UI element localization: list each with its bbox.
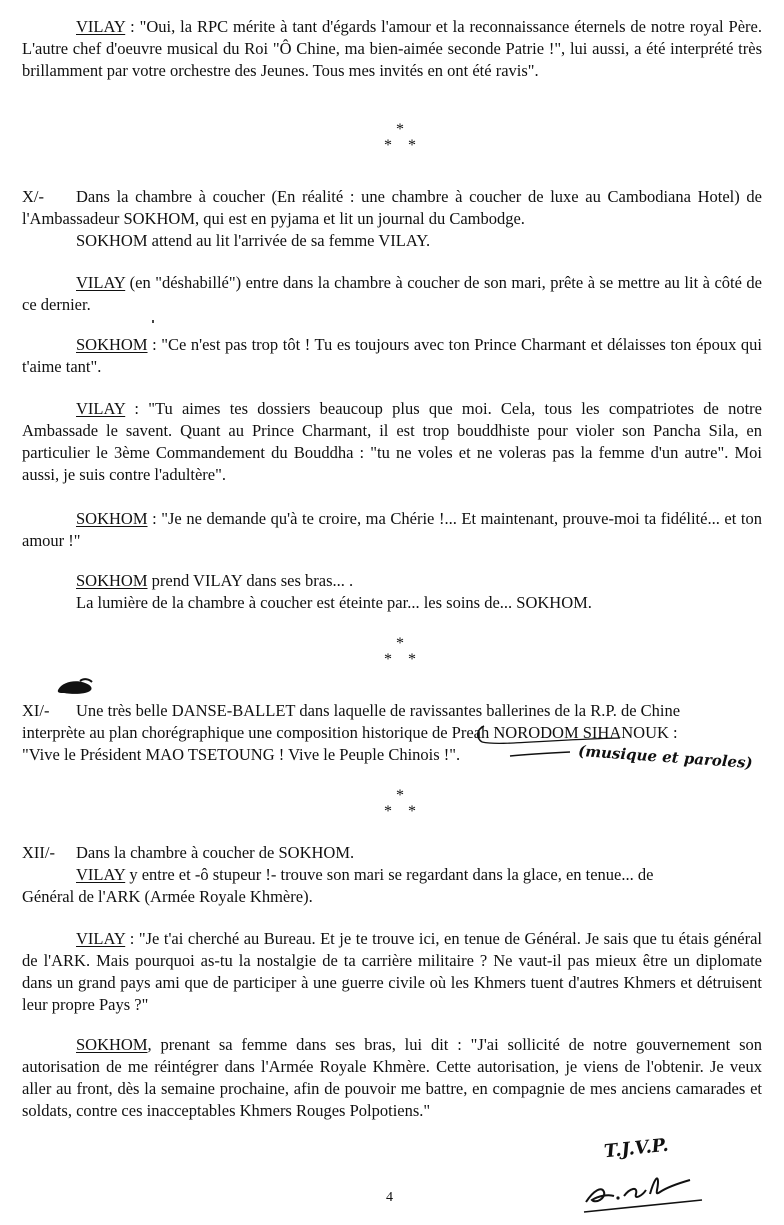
scene-number: X/- bbox=[22, 187, 44, 206]
scene-xi-line1: XI/- Une très belle DANSE-BALLET dans laquelle de ravissantes ballerines de la R.P. de Chine bbox=[22, 701, 681, 720]
speaker-name: VILAY bbox=[76, 929, 126, 948]
scene-number: XI/- bbox=[22, 701, 50, 720]
speaker-name: VILAY bbox=[76, 399, 126, 418]
stray-mark bbox=[152, 320, 154, 323]
scene-separator: * * * bbox=[384, 787, 416, 820]
paragraph-sokhom-3: SOKHOM prend VILAY dans ses bras... . bbox=[76, 571, 354, 590]
scene-x-description: X/- Dans la chambre à coucher (En réalité : une chambre à coucher de luxe au Cambodiana Hotel) de l'Ambassadeur SOKHOM, qui est en pyjama et lit un journal du Cambodge. bbox=[22, 187, 762, 228]
scene-xii-line2: VILAY y entre et -ô stupeur !- trouve son mari se regardant dans la glace, en tenue... de bbox=[76, 865, 654, 884]
scene-number: XII/- bbox=[22, 843, 55, 862]
paragraph-sokhom-3-line2: La lumière de la chambre à coucher est éteinte par... les soins de... SOKHOM. bbox=[76, 593, 592, 612]
scene-x-line2: SOKHOM attend au lit l'arrivée de sa femme VILAY. bbox=[76, 231, 431, 250]
handwritten-signature bbox=[580, 1160, 710, 1220]
paragraph-vilay-2: VILAY (en "déshabillé") entre dans la chambre à coucher de son mari, prête à se mettre au lit à côté de ce dernier. bbox=[22, 273, 762, 314]
ink-blot-mark bbox=[56, 676, 96, 698]
paragraph-vilay-3: VILAY : "Tu aimes tes dossiers beaucoup plus que moi. Cela, tous les compatriotes de notre Ambassade le savent. Quant au Prince Charmant, il est trop bouddhiste pour violer son Pancha Sila, en particulier le 3ème Commandement du Bouddha : "tu ne voles et ne voleras pas la femme d'un autre". Moi aussi, je suis contre l'adultère". bbox=[22, 399, 762, 484]
scene-xi-line2: interprète au plan chorégraphique une composition historique de Preah NORODOM SIHANOUK : bbox=[22, 723, 678, 742]
paragraph-sokhom-4: SOKHOM, prenant sa femme dans ses bras, lui dit : "J'ai sollicité de notre gouvernement son autorisation de me réintégrer dans l'Armée Royale Khmère. Cette autorisation, je viens de l'obtenir. Je veux aller au front, dès la semaine prochaine, afin de pouvoir me battre, en compagnie de mes anciens camarades et soldats, contre ces inacceptables Khmers Rouges Polpotiens." bbox=[22, 1035, 762, 1120]
speaker-name: VILAY bbox=[76, 17, 126, 36]
speaker-name: SOKHOM bbox=[76, 509, 148, 528]
handwritten-initials: T.J.V.P. bbox=[603, 1134, 670, 1163]
scene-xii-line3: Général de l'ARK (Armée Royale Khmère). bbox=[22, 887, 313, 906]
scene-xi-line3: "Vive le Président MAO TSETOUNG ! Vive le Peuple Chinois !". bbox=[22, 745, 461, 764]
paragraph-text: : "Oui, la RPC mérite à tant d'égards l'amour et la reconnaissance éternels de notre royal Père. L'autre chef d'oeuvre musical du Roi "Ô Chine, ma bien-aimée seconde Patrie !", lui aussi, a été interprété très brillamment par votre orchestre des Jeunes. Tous mes invités en ont été ravis". bbox=[22, 17, 762, 80]
speaker-name: SOKHOM bbox=[76, 571, 148, 590]
speaker-name: SOKHOM bbox=[76, 335, 148, 354]
paragraph-vilay-1 bbox=[22, 16, 762, 82]
scene-separator: * * * bbox=[384, 121, 416, 154]
paragraph-sokhom-2: SOKHOM : "Je ne demande qu'à te croire, ma Chérie !... Et maintenant, prouve-moi ta fidélité... et ton amour !" bbox=[22, 509, 762, 550]
page-number: 4 bbox=[386, 1190, 393, 1205]
handwritten-annotation: (musique et paroles) bbox=[577, 741, 754, 773]
paragraph-vilay-4: VILAY : "Je t'ai cherché au Bureau. Et je te trouve ici, en tenue de Général. Je sais que tu étais général de l'ARK. Mais pourquoi as-tu la nostalgie de ta carrière militaire ? Ne vaut-il pas mieux être un diplomate dans un grand pays ami que de participer à une guerre civile où les Khmers tuent d'autres Khmers et détruisent leur propre Pays ?" bbox=[22, 929, 762, 1014]
paragraph-sokhom-1: SOKHOM : "Ce n'est pas trop tôt ! Tu es toujours avec ton Prince Charmant et délaisses ton époux qui t'aime tant". bbox=[22, 335, 762, 376]
scene-xii-line1: XII/- Dans la chambre à coucher de SOKHOM. bbox=[22, 843, 355, 862]
scene-separator: * * * bbox=[384, 635, 416, 668]
speaker-name: VILAY bbox=[76, 865, 126, 884]
speaker-name: SOKHOM bbox=[76, 1035, 148, 1054]
speaker-name: VILAY bbox=[76, 273, 126, 292]
